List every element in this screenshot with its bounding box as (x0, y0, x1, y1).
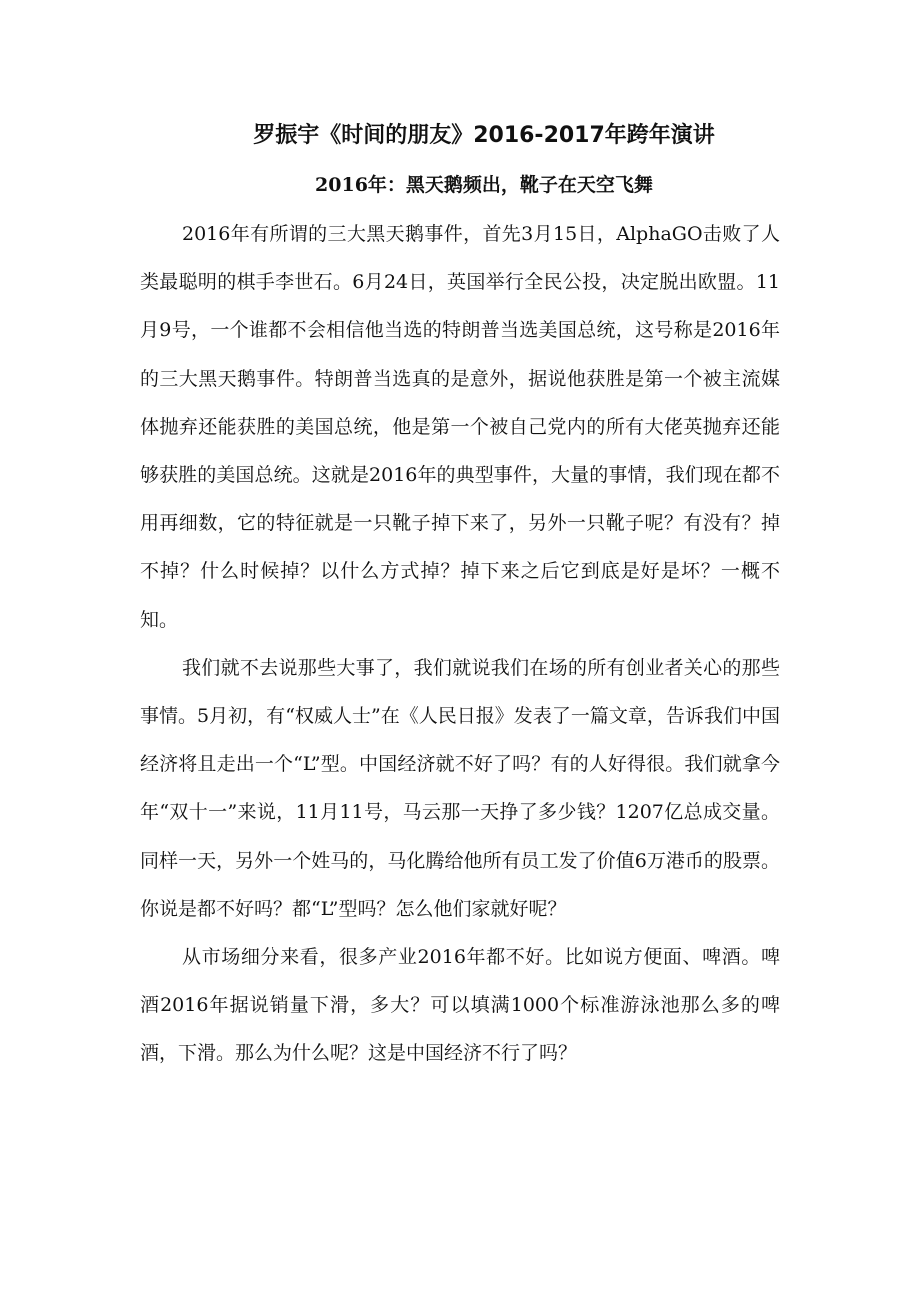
paragraph-2: 我们就不去说那些大事了，我们就说我们在场的所有创业者关心的那些事情。5月初，有“权威人士”在《人民日报》发表了一篇文章，告诉我们中国经济将且走出一个“L”型。中国经济就不好了吗？有的人好得很。我们就拿今年“双十一”来说，11月11号，马云那一天挣了多少钱？1207亿总成交量。同样一天，另外一个姓马的，马化腾给他所有员工发了价值6万港币的股票。你说是都不好吗？都“L”型吗？怎么他们家就好呢？ (140, 656, 780, 920)
paragraph-1: 2016年有所谓的三大黑天鹅事件，首先3月15日，AlphaGO击败了人类最聪明的棋手李世石。6月24日，英国举行全民公投，决定脱出欧盟。11月9号，一个谁都不会相信他当选的特朗普当选美国总统，这号称是2016年的三大黑天鹅事件。特朗普当选真的是意外，据说他获胜是第一个被主流媒体抛弃还能获胜的美国总统，他是第一个被自己党内的所有大佬英抛弃还能够获胜的美国总统。这就是2016年的典型事件，大量的事情，我们现在都不用再细数，它的特征就是一只靴子掉下来了，另外一只靴子呢？有没有？掉不掉？什么时候掉？以什么方式掉？掉下来之后它到底是好是坏？一概不知。 (140, 223, 780, 631)
body-text (140, 210, 780, 1078)
document-title: 罗振宇《时间的朋友》2016-2017年跨年演讲 (253, 123, 715, 148)
paragraph-3: 从市场细分来看，很多产业2016年都不好。比如说方便面、啤酒。啤酒2016年据说销量下滑，多大？可以填满1000个标准游泳池那么多的啤酒，下滑。那么为什么呢？这是中国经济不行了吗？ (140, 946, 780, 1065)
section-heading: 2016年：黑天鹅频出，靴子在天空飞舞 (315, 174, 653, 196)
